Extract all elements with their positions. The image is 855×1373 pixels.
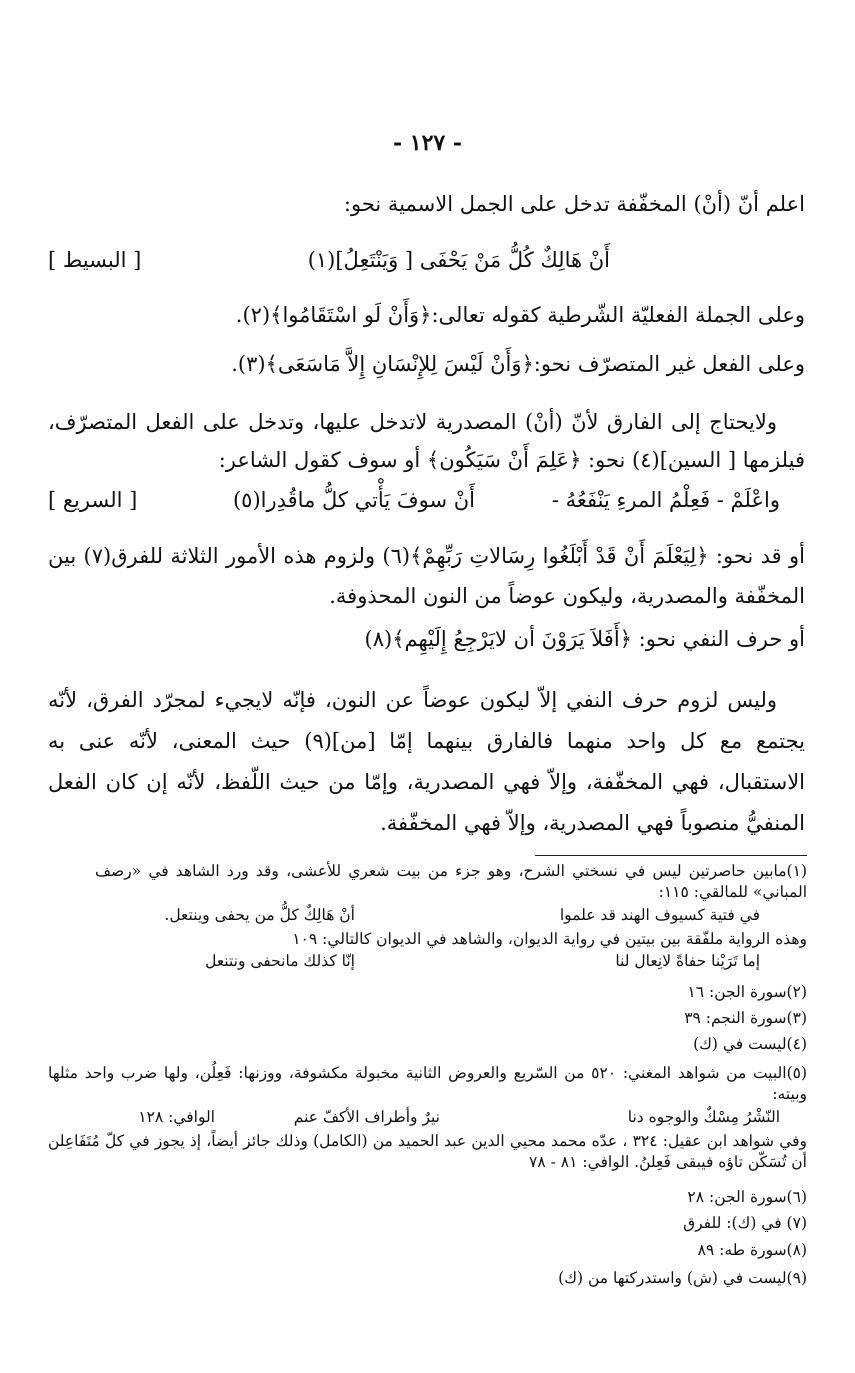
main-line-1: اعلم أنّ (أنْ) المخفّفة تدخل على الجمل الاسمية نحو: [343,192,805,216]
footnote-separator [535,855,807,856]
verse-2-first-hemistich: واعْلَمْ - فَعِلْمُ المرءِ يَنْفَعُهُ - [551,488,780,512]
footnote-6: (٦)سورة الجن: ٢٨ [687,1188,807,1206]
main-line-3: وعلى الفعل غير المتصرّف نحو:﴿وَأَنْ لَيْسَ لِلإِنْسَانِ إِلاَّ مَاسَعَى﴾(٣). [231,352,805,376]
page-number: - ١٢٧ - [392,130,463,156]
footnote-1-verse-2a: إما تَرَيْنا حفاةً لانِعال لنا [615,952,760,970]
footnote-1-verse-1b: أنْ هَالِكٌ كلُّ من يحفى وينتعل. [164,906,355,924]
verse-1-text: أَنْ هَالِكٌ كُلُّ مَنْ يَحْفَى [ وَيَنْتَعِلُ](١) [307,248,610,272]
footnote-5-verse-b: نيرٌ وأطراف الأكفّ عنم [293,1108,440,1126]
footnote-5-text-2: وفي شواهد ابن عقيل: ٣٢٤ ، عدّه محمد محيي الدين عبد الحميد من (الكامل) وذلك جائز أيضاً، إذ يجوز في كلّ مُتَفَاعِلن أن تُسَكّن تاؤه فيبقى فَعِلنُ. الوافي: ٨١ - ٧٨ [48,1132,808,1171]
main-paragraph-7: وليس لزوم حرف النفي إلاّ ليكون عوضاً عن النون، فإنّه لايجيء لمجرّد الفرق، لأنّه يجتمع مع كل واحد منهما فالفارق بينهما إمّا [من](٩) حيث المعنى، لأنّه عنى به الاستقبال، فهي المخفّفة، وإلاّ فهي المصدرية، وإمّا من حيث اللّفظ، لأنّه إن كان الفعل المنفيُّ منصوباً فهي المصدرية، وإلاّ فهي المخفّفة. [48,688,805,835]
footnote-1-text-2: وهذه الرواية ملفّقة بين بيتين في رواية الديوان، والشاهد في الديوان كالتالي: ١٠٩ [292,930,807,948]
footnote-3: (٣)سورة النجم: ٣٩ [684,1009,807,1027]
main-paragraph-5: أو قد نحو: ﴿لِيَعْلَمَ أَنْ قَدْ أَبْلَغُوا رِسَالاتِ رَبِّهِمْ﴾(٦) ولزوم هذه الأمور الثلاثة للفرق(٧) بين المخفّفة والمصدرية، وليكون عوضاً من النون المحذوفة. [48,544,805,608]
footnote-1: (١)مابين حاصرتين ليس في نسختي الشرح، وهو جزء من بيت شعري للأعشى، وقد ورد الشاهد في «رصف المباني» للمالقي: ١١٥: [95,862,807,901]
verse-2-second-hemistich: أَنْ سوفَ يَأْتي كلُّ ماقُدِرا(٥) [232,488,475,512]
footnote-8: (٨)سورة طه: ٨٩ [697,1241,807,1259]
footnote-9: (٩)ليست في (ش) واستدركتها من (ك) [558,1269,807,1287]
footnote-5: (٥)البيت من شواهد المغني: ٥٢٠ من السّريع والعروض الثانية مخبولة مكشوفة، ووزنها: فَعِلُن، ولها ضرب واحد مثلها وبيته: [48,1064,808,1103]
footnote-1-verse-1a: في فتية كسيوف الهند قد علموا [559,906,760,924]
footnote-4: (٤)ليست في (ك) [693,1035,807,1053]
verse-1-meter: [ البسيط ] [48,248,142,272]
footnote-5-verse-ref: الوافي: ١٢٨ [138,1108,215,1126]
verse-2-meter: [ السريع ] [48,488,138,512]
footnote-2: (٢)سورة الجن: ١٦ [687,983,807,1001]
footnote-5-verse-a: النّشْرُ مِسْكٌ والوجوه دنا [627,1108,780,1126]
main-line-2: وعلى الجملة الفعليّة الشّرطية كقوله تعالى:﴿وَأَنْ لَو اسْتَقَامُوا﴾(٢). [235,303,805,327]
main-line-6: أو حرف النفي نحو: ﴿أَفَلاَ يَرَوْنَ أن لايَرْجِعُ إِلَيْهِم﴾(٨) [364,627,805,651]
footnote-1-verse-2b: إنّا كذلك مانحفى ونتنعل [205,952,355,970]
footnote-7: (٧) في (ك): للفرق [683,1214,807,1232]
main-paragraph-4: ولايحتاج إلى الفارق لأنّ (أنْ) المصدرية لاتدخل عليها، وتدخل على الفعل المتصرّف، فيلزمها [ السين](٤) نحو: ﴿عَلِمَ أَنْ سَيَكُون﴾ أو سوف كقول الشاعر: [48,410,805,472]
